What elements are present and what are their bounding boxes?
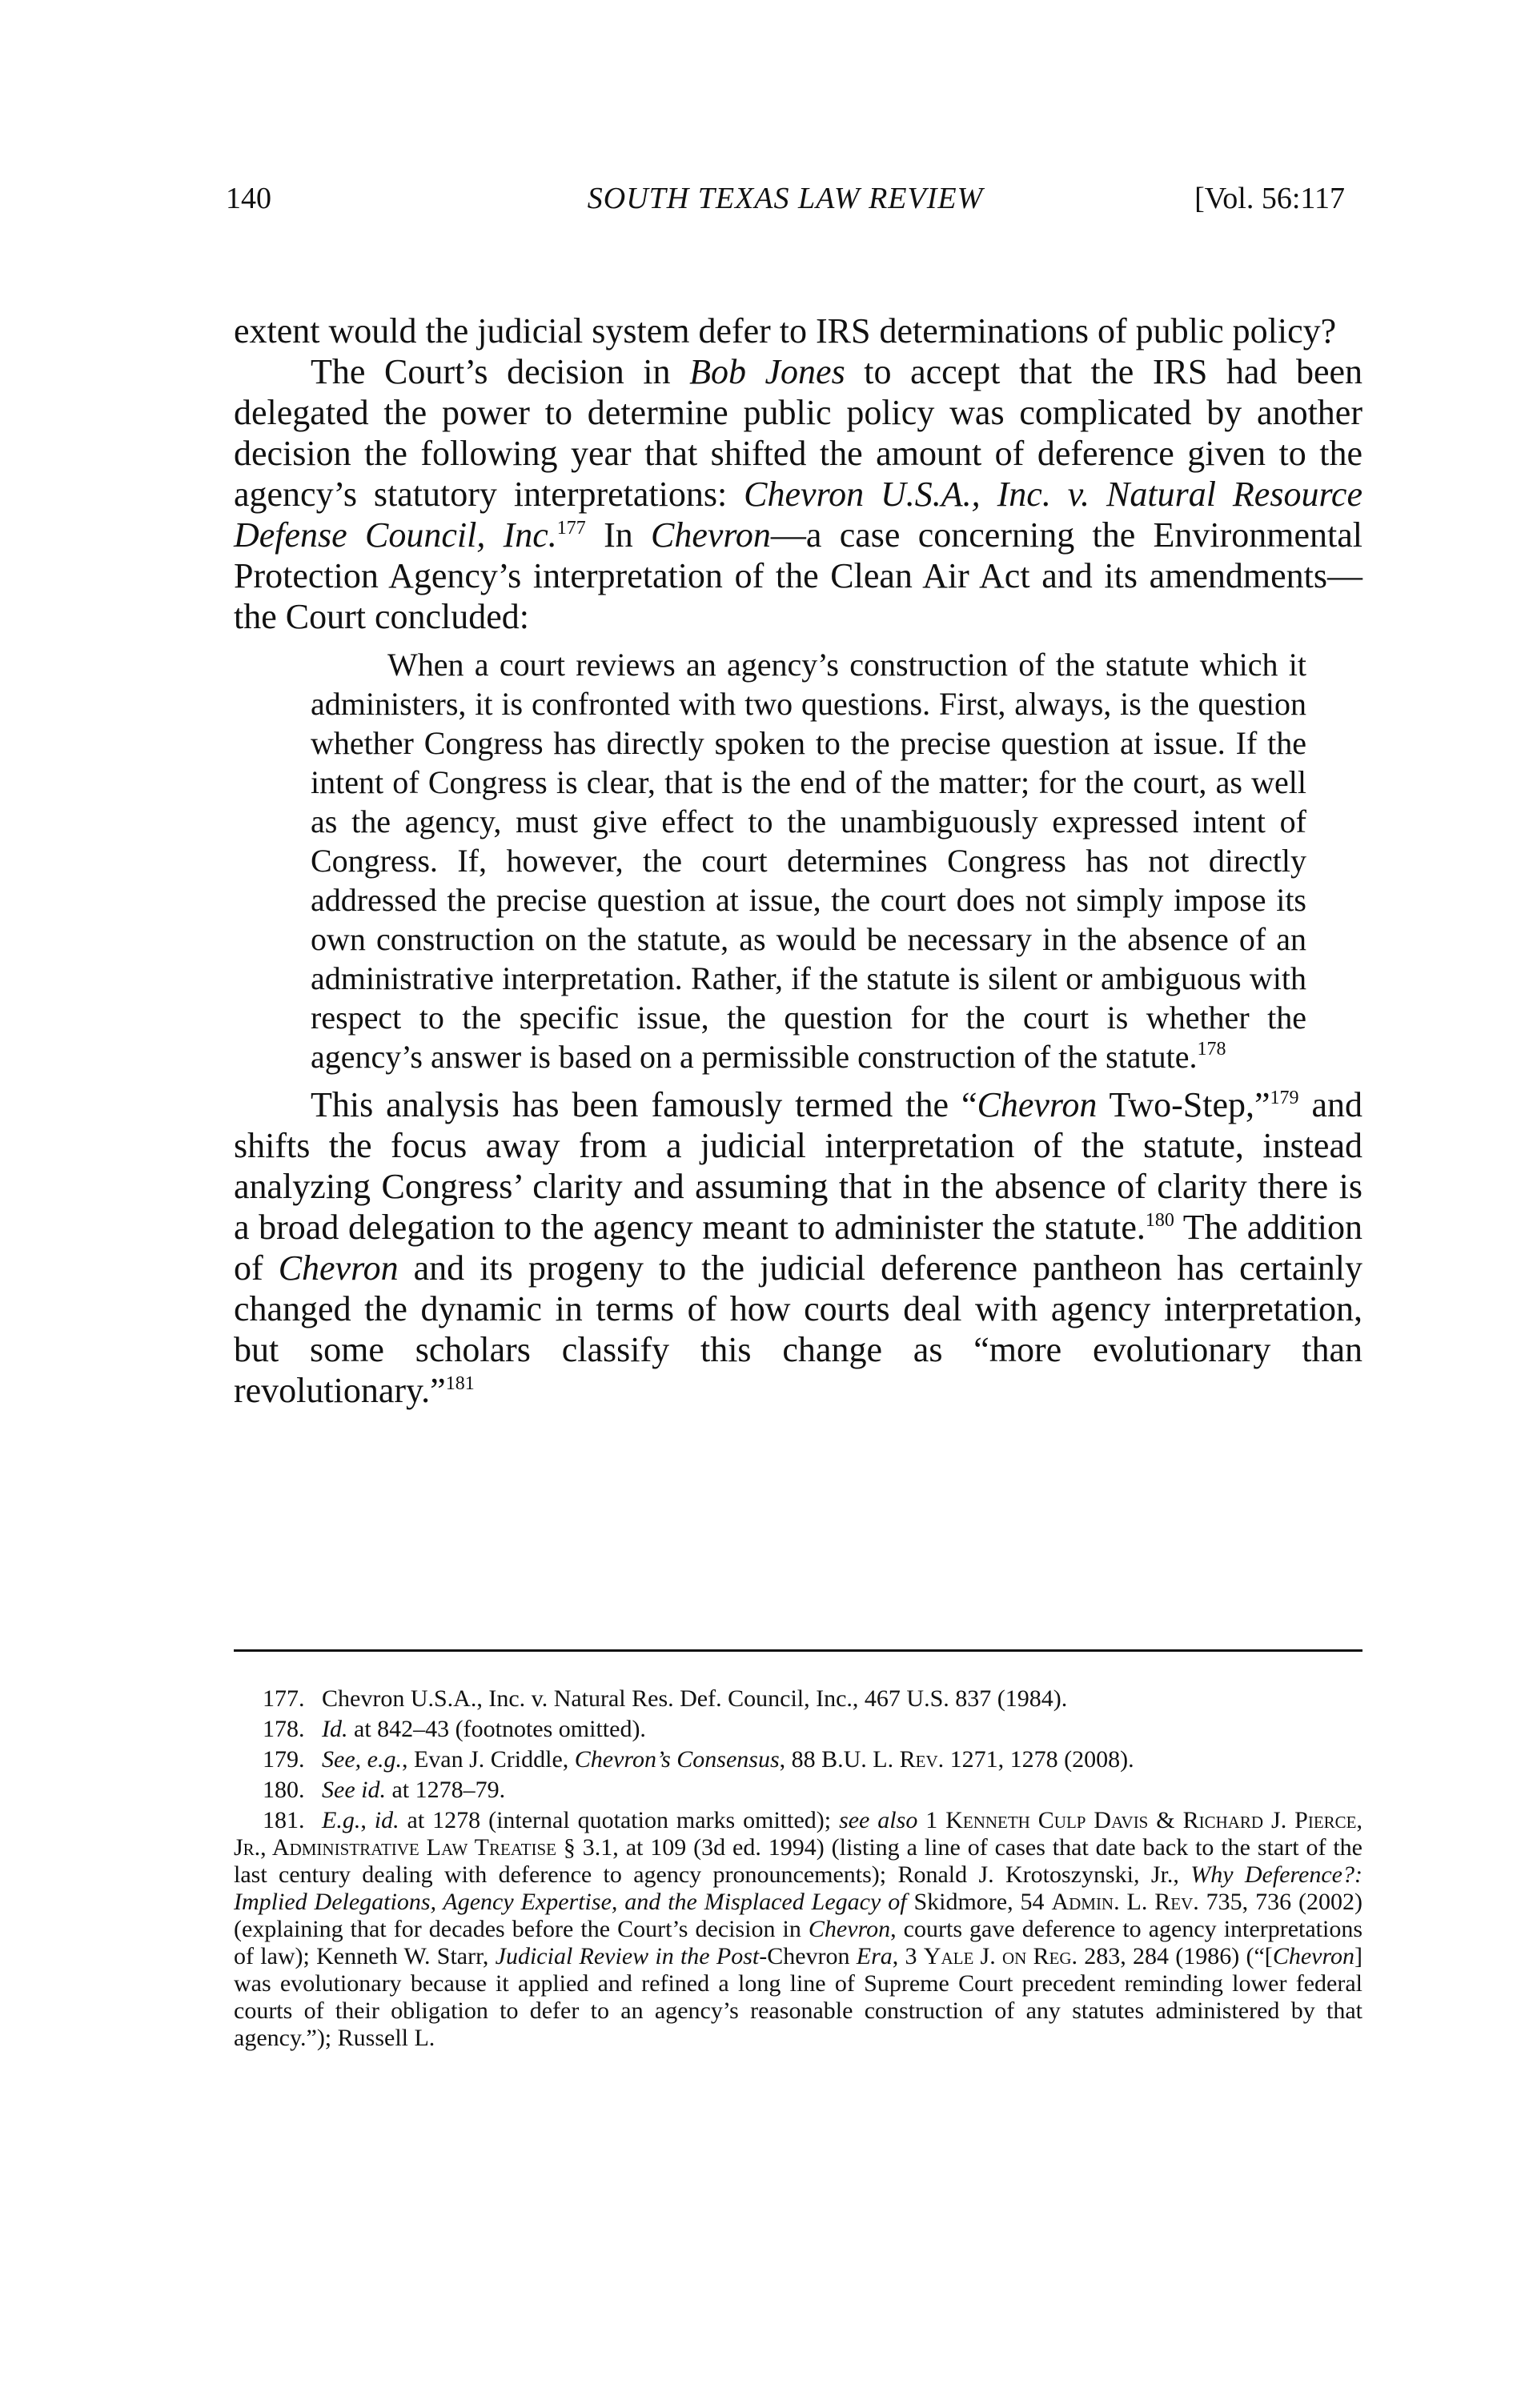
footnote-180 (234, 1777, 1362, 1804)
signal: Id. (322, 1716, 348, 1742)
signal: E.g. (322, 1807, 361, 1833)
journal-abbrev: Admin. L. Rev. (1051, 1889, 1199, 1915)
text-run: to accept that the IRS had been delegated the power to determine public policy was complicated by another decision the following year that shifted the amount of deference given to the agency’s statutory interpretations: (234, 352, 1363, 514)
footnote-text: at 1278–79. (385, 1777, 506, 1803)
footnote-ref[interactable]: 178 (1197, 1039, 1226, 1060)
footnote-text: at 842–43 (footnotes omitted). (347, 1716, 646, 1742)
footnote-number: 180. (263, 1777, 305, 1803)
text-run: —a case concerning the Environmental Protection Agency’s interpretation of the Clean Air Act and its amendments—the Court concluded: (234, 515, 1362, 636)
text-run: and shifts the focus away from a judicial interpretation of the statute, instead analyzing Congress’ clarity and assuming that in the absence of clarity there is a broad delegation to the agency meant to administer the statute. (234, 1085, 1363, 1247)
footnote-181 (234, 1807, 1362, 2052)
text-run: Two-Step,” (1097, 1085, 1270, 1124)
signal: See id. (322, 1777, 386, 1803)
footnote-text: 283, 284 (1986) (“[ (1078, 1943, 1273, 1969)
footnote-number: 177. (263, 1685, 305, 1712)
footnote-text: 1 (917, 1807, 946, 1833)
signal: id. (374, 1807, 399, 1833)
article-title: Judicial Review in the Post- (495, 1943, 768, 1969)
case-name: Chevron (977, 1085, 1098, 1124)
footnote-text: at 1278 (internal quotation marks omitted); (399, 1807, 840, 1833)
text-run: In (585, 515, 652, 555)
footnote-ref[interactable]: 180 (1145, 1210, 1174, 1231)
text-run: The addition of (234, 1208, 1362, 1288)
footnote-text: § 3.1, at 109 (3d ed. 1994) (listing a line of cases that date back to the start of the last century dealing with deference to agency pronouncements); Ronald J. Krotoszynski, Jr., (234, 1834, 1362, 1888)
running-header (226, 181, 1345, 229)
signal: see also (839, 1807, 918, 1833)
article-title: Era (856, 1943, 893, 1969)
footnote-179 (234, 1746, 1362, 1773)
footnotes (234, 1685, 1362, 2055)
footnote-number: 179. (263, 1746, 305, 1773)
footnote-177 (234, 1685, 1362, 1713)
footnote-number: 178. (263, 1716, 305, 1742)
volume-citation: [Vol. 56:117 (1194, 182, 1345, 215)
signal: See, e.g. (322, 1746, 402, 1773)
footnote-ref[interactable]: 179 (1270, 1088, 1299, 1108)
case-name: Chevron (651, 515, 771, 555)
footnote-ref[interactable]: 181 (445, 1373, 475, 1394)
paragraph-bob-jones (234, 351, 1362, 637)
case-name: Chevron (1272, 1943, 1355, 1969)
article-title: Chevron’s Consensus (574, 1746, 780, 1773)
text-run: This analysis has been famously termed the “ (311, 1085, 977, 1124)
footnote-text: 735, 736 (2002) (explaining that for decades before the Court’s decision in (234, 1889, 1362, 1942)
footnote-text: , Evan J. Criddle, (401, 1746, 575, 1773)
page-number: 140 (226, 182, 271, 215)
text-run: The Court’s decision in (311, 352, 690, 391)
case-name: Chevron (808, 1916, 891, 1942)
journal-title: SOUTH TEXAS LAW REVIEW (587, 182, 984, 215)
case-name: Chevron U.S.A., Inc. v. Natural Resource Defense Council, Inc. (234, 475, 1362, 555)
footnote-text: Skidmore, 54 (906, 1889, 1052, 1915)
case-name: Chevron (278, 1248, 399, 1288)
journal-abbrev: Yale J. on Reg. (923, 1943, 1078, 1969)
footnote-text: Chevron U.S.A., Inc. v. Natural Res. Def. Council, Inc., 467 U.S. 837 (1984). (322, 1685, 1068, 1712)
footnote-text: Chevron (767, 1943, 857, 1969)
footnote-text: , courts gave deference to agency interpretations of law); Kenneth W. Starr, (234, 1916, 1362, 1969)
footnote-text: ] was evolutionary because it applied and refined a long line of Supreme Court precedent reminding lower federal courts of their obligation to defer to an agency’s reasonable construction of any statutes administered by that agency.”); Russell L. (234, 1943, 1363, 2051)
article-title: Why Deference?: Implied Delegations, Agency Expertise, and the Misplaced Legacy of (234, 1861, 1362, 1915)
text-run: and its progeny to the judicial deference pantheon has certainly changed the dynamic in terms of how courts deal with agency interpretation, but some scholars classify this change as “more evolutionary than revolutionary.” (234, 1248, 1362, 1410)
case-name: Bob Jones (689, 352, 845, 391)
footnote-text: , 88 (779, 1746, 822, 1773)
book-title: Kenneth Culp Davis & Richard J. Pierce, Jr., Administrative Law Treatise (234, 1807, 1362, 1861)
footnote-divider (234, 1649, 1362, 1652)
footnote-178 (234, 1716, 1362, 1743)
block-quote (311, 645, 1306, 1076)
footnote-text: , (360, 1807, 375, 1833)
paragraph-continuation: extent would the judicial system defer to IRS determinations of public policy? (234, 311, 1337, 351)
quote-text: When a court reviews an agency’s construction of the statute which it administers, it is confronted with two questions. First, always, is the question whether Congress has directly spoken to the precise question at issue. If the intent of Congress is clear, that is the end of the matter; for the court, as well as the agency, must give effect to the unambiguously expressed intent of Congress. If, however, the court determines Congress has not directly addressed the precise question at issue, the court does not simply impose its own construction on the statute, as would be necessary in the absence of an administrative interpretation. Rather, if the statute is silent or ambiguous with respect to the specific issue, the question for the court is whether the agency’s answer is based on a permissible construction of the statute. (311, 647, 1306, 1075)
footnote-ref[interactable]: 177 (556, 518, 586, 539)
paragraph-two-step (234, 1084, 1362, 1411)
footnote-text: , 3 (892, 1943, 924, 1969)
body-text (234, 311, 1362, 1411)
journal-abbrev: B.U. L. Rev. (821, 1746, 945, 1773)
footnote-number: 181. (263, 1807, 305, 1833)
footnote-text: 1271, 1278 (2008). (944, 1746, 1134, 1773)
